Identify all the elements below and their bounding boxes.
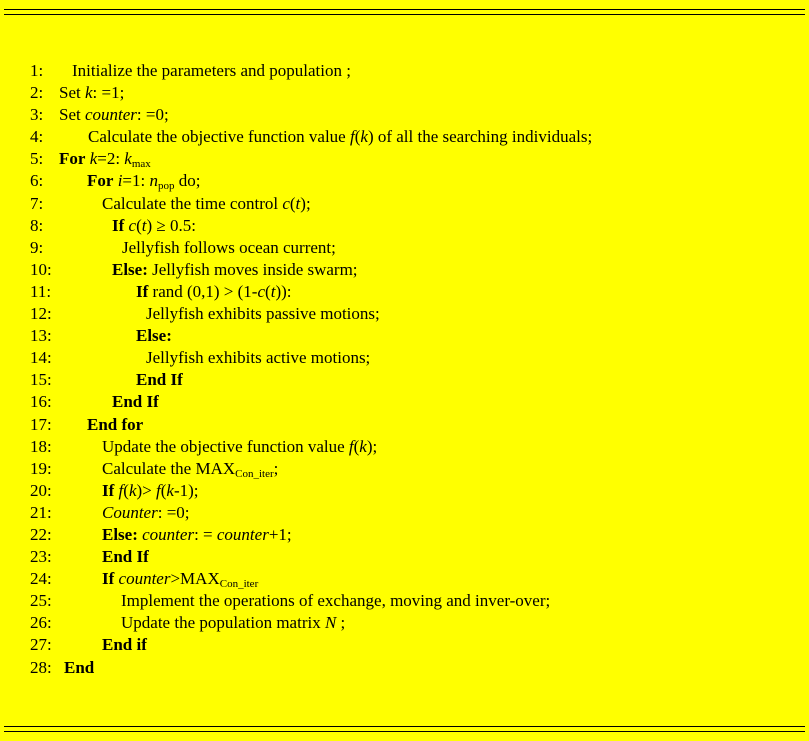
code-text: Counter: =0; <box>102 502 190 522</box>
code-text: End If <box>112 392 159 412</box>
bottom-rule-inner <box>4 731 805 732</box>
code-text: Jellyfish exhibits active motions; <box>146 348 371 368</box>
code-text: Calculate the time control c(t); <box>102 193 311 213</box>
code-text: End If <box>102 547 149 567</box>
top-rule <box>4 9 805 10</box>
code-text: Else: Jellyfish moves inside swarm; <box>112 259 358 279</box>
code-text: Jellyfish follows ocean current; <box>122 237 336 257</box>
code-text: For k=2: $k_{max}$ <box>59 149 151 171</box>
code-text: Jellyfish exhibits passive motions; <box>146 304 380 324</box>
code-text: If rand (0,1) > (1-c(t)): <box>136 281 292 301</box>
code-text: For i=1: $n_{pop}$ do; <box>87 171 201 193</box>
code-text: End If <box>136 370 183 390</box>
code-text: End <box>64 657 95 677</box>
code-text: Calculate the $MAX_{Con\_iter}$; <box>102 458 279 480</box>
algorithm-box: 1: Initialize the parameters and population ; 2: Set k: =1; 3: Set counter: =0; 4: Calculate the objective function value f(k) of all the searching individuals; 5: For k=2: $k_{max}$ 6: For i=1: $n_{pop}$ do; 7: Calculate the time control c(t); 8: If c(t) ≥ 0.5: 9: Jellyfish follows ocean current; 10: Else: Jellyfish moves inside swarm; 11: If rand (0,1) > (1-c(t)): 12: Jellyfish exhibits passive motions; 13: Else: 14: Jellyfish exhibits active motions; 15: End If 16: End If 17: End for 18: Update the objective function value f(k); 19: Calculate the $MAX_{Con\_iter}$; 20: If f(k)> f(k-1); 21: Counter: =0; 22: Else: counter: = counter+1; 23: End If 24: If $counter>MAX_{Con\_iter}$ 25: Implement the operations of exchange, moving and inver-over; 26: Update the population matrix N ; 27: End if 28: End <box>0 0 809 741</box>
code-text: End for <box>87 414 144 434</box>
code-text: Calculate the objective function value f(k) of all the searching individuals; <box>88 127 593 147</box>
code-text: If f(k)> f(k-1); <box>102 480 199 500</box>
code-text: Else: <box>136 326 172 346</box>
code-text: Implement the operations of exchange, moving and inver-over; <box>121 591 551 611</box>
code-text: Else: counter: = counter+1; <box>102 524 292 544</box>
code-text: Set k: =1; <box>59 83 125 103</box>
code-text: If c(t) ≥ 0.5: <box>112 215 196 235</box>
code-text: Update the population matrix N ; <box>121 613 346 633</box>
bottom-rule <box>4 726 805 727</box>
code-text: Set counter: =0; <box>59 105 169 125</box>
code-text: End if <box>102 635 147 655</box>
code-text: If $counter>MAX_{Con\_iter}$ <box>102 569 259 591</box>
code-text: Initialize the parameters and population ; <box>72 61 351 80</box>
top-rule-inner <box>4 14 805 15</box>
code-text: Update the objective function value f(k); <box>102 436 378 456</box>
